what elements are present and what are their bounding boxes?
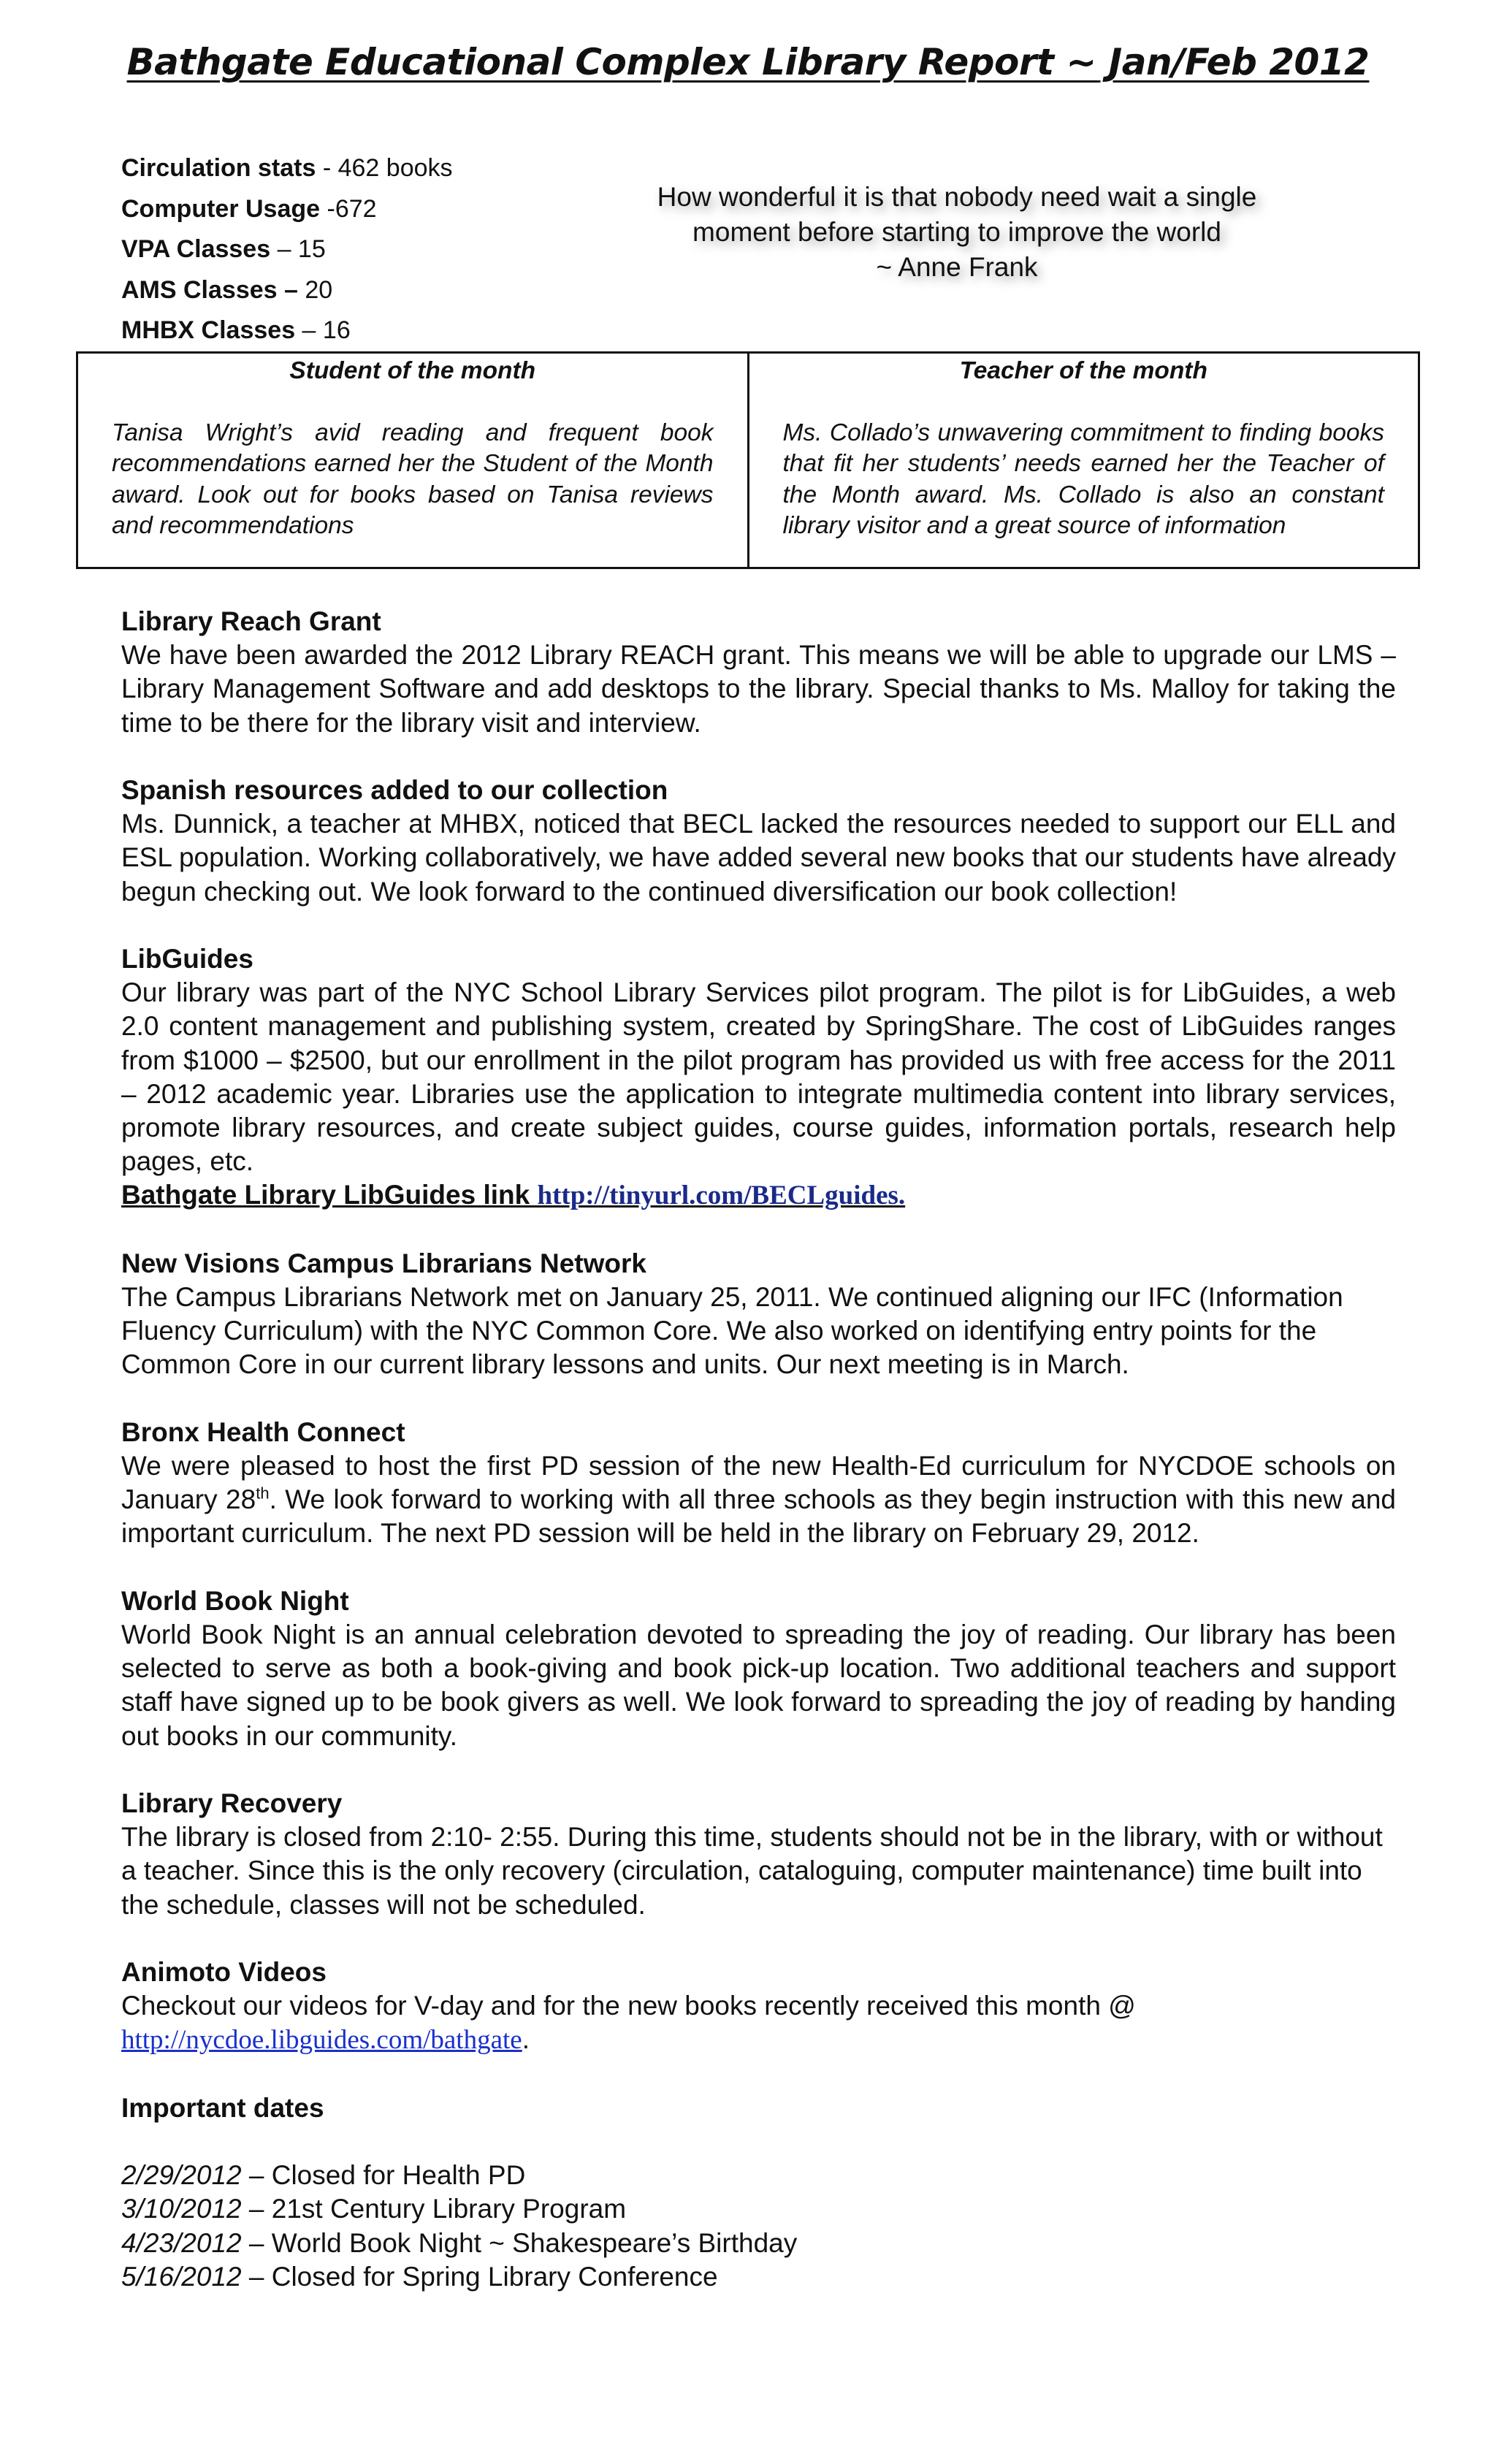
teacher-of-month-text: Ms. Collado’s unwavering commitment to finding books that fit her students’ needs earned her the Teacher of the Month award. Ms. Collado is also an constant library visitor and a great source of information <box>782 419 1384 539</box>
section-text: Our library was part of the NYC School Library Services pilot program. The pilot is for LibGuides, a web 2.0 content management and publishing system, created by SpringShare. The cost of LibGuides ranges from $1000 – $2500, but our enrollment in the pilot program has provided us with free access for the 2011 – 2012 academic year. Libraries use the application to integrate multimedia content into library services, promote library resources, and create subject guides, course guides, information portals, research help pages, etc. <box>121 977 1396 1177</box>
section-text: Checkout our videos for V-day and for the new books recently received this month @ <box>121 1991 1136 2021</box>
section-bronx-health <box>121 1416 1396 1551</box>
stat-vpa-classes: VPA Classes – 15 <box>121 235 326 263</box>
date-item: 5/16/2012 – Closed for Spring Library Conference <box>121 2261 718 2292</box>
section-title: Library Recovery <box>121 1788 343 1819</box>
section-text: World Book Night is an annual celebration devoted to spreading the joy of reading. Our library has been selected to serve as both a book-giving and book pick-up location. Two additional teachers and support staff have signed up to be book givers as well. We look forward to spreading the joy of reading by handing out books in our community. <box>121 1620 1396 1751</box>
date-list <box>121 2159 1396 2294</box>
section-world-book-night <box>121 1584 1396 1753</box>
report-body <box>121 605 1396 2294</box>
section-text: We have been awarded the 2012 Library REACH grant. This means we will be able to upgrade our LMS – Library Management Software and add desktops to the library. Special thanks to Ms. Malloy for taking the time to be there for the library visit and interview. <box>121 640 1396 738</box>
page-title: Bathgate Educational Complex Library Report ~ Jan/Feb 2012 <box>126 41 1370 83</box>
section-reach-grant <box>121 605 1396 740</box>
libguides-link-line: Bathgate Library LibGuides link http://tinyurl.com/BECLguides. <box>121 1180 906 1211</box>
student-of-month-heading: Student of the month <box>289 357 536 384</box>
section-title: LibGuides <box>121 944 253 974</box>
animoto-link[interactable]: http://nycdoe.libguides.com/bathgate <box>121 2025 522 2056</box>
anne-frank-quote: How wonderful it is that nobody need wait a single moment before starting to improve the world ~ Anne Frank <box>657 182 1257 282</box>
stats-list <box>121 148 453 351</box>
awards-table <box>76 351 1420 569</box>
section-title: Animoto Videos <box>121 1957 327 1988</box>
section-libguides <box>121 942 1396 1213</box>
teacher-of-month-cell <box>747 354 1419 567</box>
stat-circulation: Circulation stats - 462 books <box>121 154 453 182</box>
date-item: 4/23/2012 – World Book Night ~ Shakespeare’s Birthday <box>121 2227 798 2258</box>
student-of-month-cell <box>78 354 747 567</box>
section-animoto <box>121 1956 1396 2058</box>
stat-computer-usage: Computer Usage -672 <box>121 194 377 223</box>
animoto-link-line: http://nycdoe.libguides.com/bathgate. <box>121 2024 530 2056</box>
stat-ams-classes: AMS Classes – 20 <box>121 275 333 304</box>
section-spanish-resources <box>121 774 1396 909</box>
student-of-month-text: Tanisa Wright’s avid reading and frequent book recommendations earned her the Student of the Month award. Look out for books based on Tanisa reviews and recommendations <box>112 419 714 539</box>
date-item: 3/10/2012 – 21st Century Library Program <box>121 2194 627 2224</box>
libguides-link[interactable]: http://tinyurl.com/BECLguides. <box>537 1180 906 1211</box>
teacher-of-month-heading: Teacher of the month <box>959 357 1207 384</box>
section-title: Bronx Health Connect <box>121 1416 405 1447</box>
section-title: Library Reach Grant <box>121 606 381 636</box>
section-title: Important dates <box>121 2092 324 2123</box>
section-text: Ms. Dunnick, a teacher at MHBX, noticed that BECL lacked the resources needed to support our ELL and ESL population. Working collaboratively, we have added several new books that our students have already begun checking out. We look forward to the continued diversification our book collection! <box>121 809 1396 907</box>
section-text: We were pleased to host the first PD session of the new Health-Ed curriculum for NYCDOE schools on January 28th. We look forward to working with all three schools as they begin instruction with this new and important curriculum. The next PD session will be held in the library on February 29, 2012. <box>121 1451 1396 1549</box>
section-title: World Book Night <box>121 1585 349 1616</box>
section-title: Spanish resources added to our collection <box>121 775 668 805</box>
date-item: 2/29/2012 – Closed for Health PD <box>121 2160 526 2191</box>
section-library-recovery <box>121 1787 1396 1922</box>
section-librarians-network <box>121 1247 1396 1382</box>
stat-mhbx-classes: MHBX Classes – 16 <box>121 316 351 344</box>
section-important-dates <box>121 2091 1396 2294</box>
section-text: The Campus Librarians Network met on January 25, 2011. We continued aligning our IFC (Information Fluency Curriculum) with the NYC Common Core. We also worked on identifying entry points for the Common Core in our current library lessons and units. Our next meeting is in March. <box>121 1282 1343 1380</box>
section-text: The library is closed from 2:10- 2:55. During this time, students should not be in the library, with or without a teacher. Since this is the only recovery (circulation, cataloguing, computer maintenance) time built into the schedule, classes will not be scheduled. <box>121 1822 1383 1920</box>
section-title: New Visions Campus Librarians Network <box>121 1248 646 1278</box>
